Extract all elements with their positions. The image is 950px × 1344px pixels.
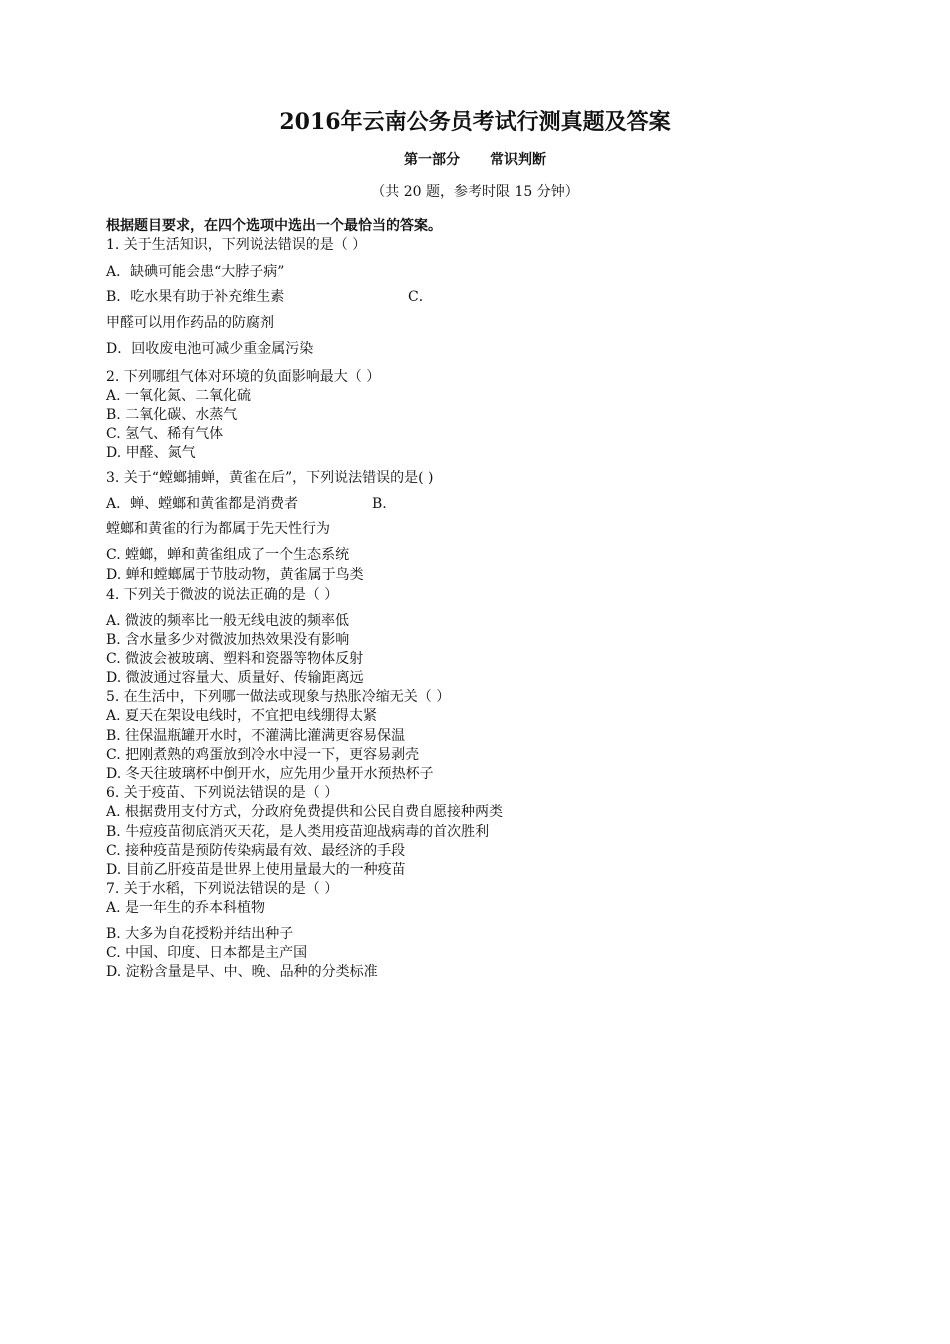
option-3b-label: B. [372, 496, 387, 512]
option-2b: B. 二氧化碳、水蒸气 [106, 407, 238, 423]
question-5: 5. 在生活中，下列哪一做法或现象与热胀冷缩无关（ ） [106, 689, 451, 705]
option-4a: A. 微波的频率比一般无线电波的频率低 [106, 613, 350, 629]
option-3a: A．蝉、螳螂和黄雀都是消费者 [106, 496, 299, 512]
part-label: 第一部分 [404, 152, 460, 168]
option-1a: A．缺碘可能会患“大脖子病” [106, 264, 285, 280]
document-title: 2016年云南公务员考试行测真题及答案 [279, 109, 671, 135]
option-5d: D. 冬天往玻璃杯中倒开水，应先用少量开水预热杯子 [106, 766, 434, 782]
option-1c-text: 甲醛可以用作药品的防腐剂 [106, 315, 274, 331]
question-7: 7. 关于水稻，下列说法错误的是（ ） [106, 881, 339, 897]
question-6: 6. 关于疫苗、下列说法错误的是（ ） [106, 785, 339, 801]
option-2c: C. 氢气、稀有气体 [106, 426, 224, 442]
option-2d: D. 甲醛、氮气 [106, 445, 196, 461]
option-7a: A. 是一年生的乔本科植物 [106, 900, 266, 916]
question-2: 2. 下列哪组气体对环境的负面影响最大（ ） [106, 369, 381, 385]
option-5a: A. 夏天在架设电线时，不宜把电线绷得太紧 [106, 708, 378, 724]
option-4d: D. 微波通过容量大、质量好、传输距离远 [106, 670, 364, 686]
question-3: 3. 关于“螳螂捕蝉，黄雀在后”，下列说法错误的是( ) [106, 470, 434, 486]
option-6c: C. 接种疫苗是预防传染病最有效、最经济的手段 [106, 843, 406, 859]
option-4b: B. 含水量多少对微波加热效果没有影响 [106, 632, 350, 648]
option-7d: D. 淀粉含量是早、中、晚、品种的分类标准 [106, 964, 378, 980]
option-6b: B. 牛痘疫苗彻底消灭天花，是人类用疫苗迎战病毒的首次胜利 [106, 824, 490, 840]
option-3d: D. 蝉和螳螂属于节肢动物，黄雀属于鸟类 [106, 567, 364, 583]
option-3b-text: 螳螂和黄雀的行为都属于先天性行为 [106, 521, 330, 537]
option-6d: D. 目前乙肝疫苗是世界上使用量最大的一种疫苗 [106, 862, 406, 878]
option-7c: C. 中国、印度、日本都是主产国 [106, 945, 308, 961]
option-6a: A. 根据费用支付方式，分政府免费提供和公民自费自愿接种两类 [106, 804, 504, 820]
question-1: 1. 关于生活知识，下列说法错误的是（ ） [106, 237, 367, 253]
time-limit-note: （共 20 题，参考时限 15 分钟） [371, 184, 579, 200]
option-1c-label: C． [408, 289, 433, 305]
option-5b: B. 往保温瓶罐开水时，不灌满比灌满更容易保温 [106, 728, 406, 744]
option-1b: B．吃水果有助于补充维生素 [106, 289, 285, 305]
option-2a: A. 一氧化氮、二氧化硫 [106, 388, 252, 404]
option-5c: C. 把刚煮熟的鸡蛋放到冷水中浸一下，更容易剥壳 [106, 747, 420, 763]
option-1d: D．回收废电池可减少重金属污染 [106, 341, 314, 357]
option-4c: C. 微波会被玻璃、塑料和瓷器等物体反射 [106, 651, 364, 667]
option-7b: B. 大多为自花授粉并结出种子 [106, 926, 294, 942]
section-label: 常识判断 [490, 152, 546, 168]
option-3c: C. 螳螂，蝉和黄雀组成了一个生态系统 [106, 547, 350, 563]
instruction-text: 根据题目要求，在四个选项中选出一个最恰当的答案。 [106, 218, 442, 234]
section-heading [0, 151, 950, 169]
question-4: 4. 下列关于微波的说法正确的是（ ） [106, 587, 339, 603]
